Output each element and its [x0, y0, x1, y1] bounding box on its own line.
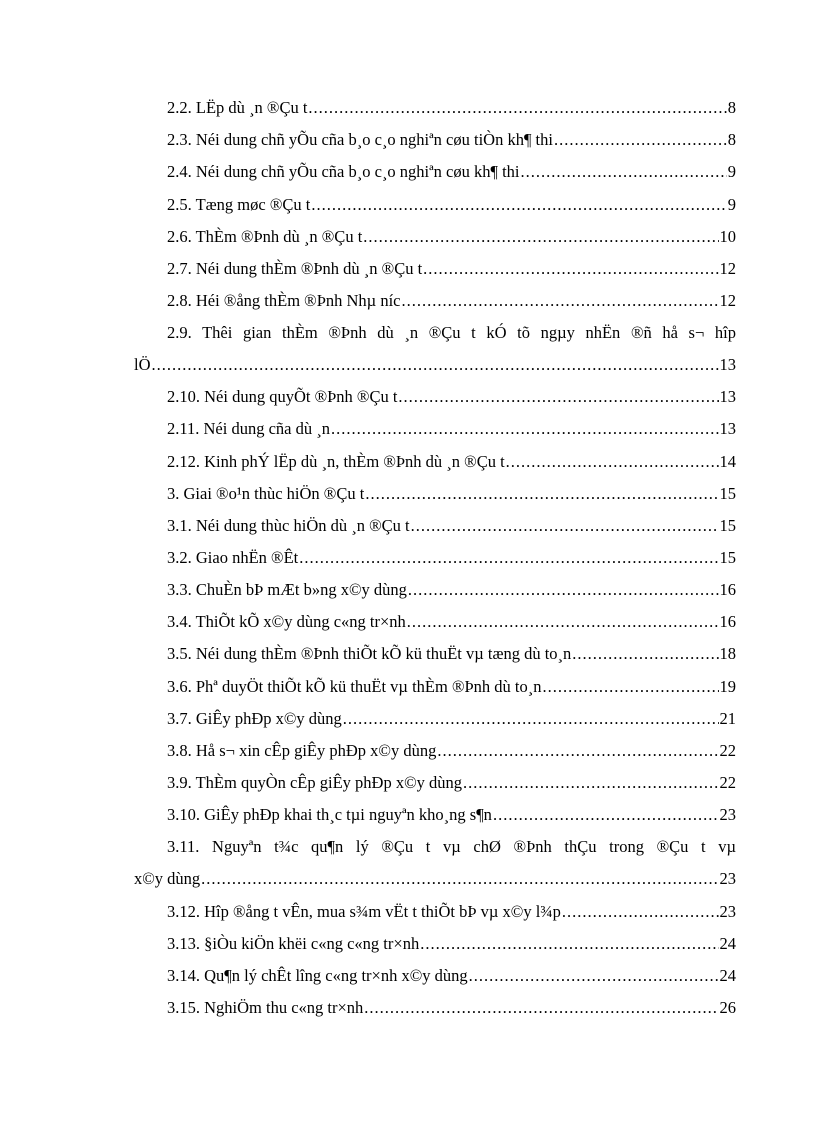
toc-leader: [572, 643, 718, 665]
toc-entry-page: 12: [719, 291, 736, 310]
toc-entry-page: 13: [719, 355, 736, 374]
toc-entry-title: 3.14. Qu¶n lý chÊt lîng c«ng tr×nh x©y dùng: [167, 966, 468, 985]
toc-entry-page: 18: [719, 644, 736, 663]
toc-entry[interactable]: [167, 194, 736, 216]
toc-entry-page: 21: [719, 709, 736, 728]
toc-entry-title: 2.9. Thêi gian thÈm ®Þnh dù ¸n ®Çu t kÓ tõ ngµy nhËn ®ñ hå s¬ hîp: [167, 323, 736, 342]
toc-entry-title: 2.10. Néi dung quyÕt ®Þnh ®Çu t: [167, 387, 398, 406]
toc-entry-title: 3.12. Hîp ®ång t vÊn, mua s¾m vËt t thiÕt bÞ vµ x©y l¾p: [167, 902, 561, 921]
toc-leader: [463, 772, 718, 794]
toc-entry[interactable]: [167, 611, 736, 633]
toc-leader: [201, 868, 718, 890]
toc-entry-page: 16: [719, 612, 736, 631]
toc-entry-page: 22: [719, 741, 736, 760]
toc-entry[interactable]: [167, 97, 736, 119]
toc-entry[interactable]: [167, 226, 736, 248]
toc-entry-page: 13: [719, 387, 736, 406]
toc-entry[interactable]: [167, 161, 736, 183]
toc-leader: [311, 194, 726, 216]
toc-entry-page: 23: [719, 805, 736, 824]
toc-entry-title: 2.7. Néi dung thÈm ®Þnh dù ¸n ®Çu t: [167, 259, 423, 278]
toc-entry-title: 3.2. Giao nhËn ®Êt: [167, 548, 299, 567]
toc-leader: [152, 354, 719, 376]
toc-entry-wrapped-line2[interactable]: [134, 868, 736, 890]
toc-entry-page: 8: [727, 130, 736, 149]
toc-entry-page: 15: [719, 516, 736, 535]
toc-entry-title-continued: x©y dùng: [134, 869, 201, 888]
toc-entry-title: 2.5. Tæng møc ®Çu t: [167, 195, 311, 214]
toc-entry-title: 3.4. ThiÕt kÕ x©y dùng c«ng tr×nh: [167, 612, 406, 631]
toc-leader: [542, 676, 718, 698]
toc-leader: [364, 997, 718, 1019]
toc-entry-title: 3.5. Néi dung thÈm ®Þnh thiÕt kÕ kü thuËt vµ tæng dù to¸n: [167, 644, 572, 663]
toc-entry-page: 15: [719, 548, 736, 567]
toc-entry-title: 2.3. Néi dung chñ yÕu cña b¸o c¸o nghiªn cøu tiÒn kh¶ thi: [167, 130, 553, 149]
toc-entry-page: 9: [727, 162, 736, 181]
toc-entry-wrapped-line1[interactable]: [167, 322, 736, 344]
toc-entry[interactable]: [167, 483, 736, 505]
toc-leader: [343, 708, 719, 730]
toc-entry-title: 3.15. NghiÖm thu c«ng tr×nh: [167, 998, 364, 1017]
toc-leader: [407, 611, 719, 633]
toc-entry-wrapped-line1[interactable]: [167, 836, 736, 858]
toc-entry[interactable]: [167, 676, 736, 698]
toc-leader: [423, 258, 718, 280]
toc-entry-title: 3.8. Hå s¬ xin cÊp giÊy phÐp x©y dùng: [167, 741, 437, 760]
toc-entry-page: 14: [719, 452, 736, 471]
toc-entry-title: 3.7. GiÊy phÐp x©y dùng: [167, 709, 342, 728]
toc-leader: [363, 226, 718, 248]
toc-entry-page: 15: [719, 484, 736, 503]
toc-entry[interactable]: [167, 418, 736, 440]
toc-leader: [437, 740, 718, 762]
toc-leader: [420, 933, 718, 955]
toc-entry-page: 9: [727, 195, 736, 214]
toc-entry[interactable]: [167, 901, 736, 923]
toc-entry[interactable]: [167, 451, 736, 473]
toc-entry[interactable]: [167, 579, 736, 601]
toc-entry[interactable]: [167, 643, 736, 665]
toc-entry[interactable]: [167, 515, 736, 537]
toc-entry-title-continued: lÖ: [134, 355, 151, 374]
toc-entry-page: 24: [719, 966, 736, 985]
toc-entry[interactable]: [167, 740, 736, 762]
toc-leader: [365, 483, 718, 505]
toc-entry-page: 10: [719, 227, 736, 246]
toc-entry-page: 19: [719, 677, 736, 696]
toc-entry-page: 12: [719, 259, 736, 278]
toc-entry-page: 23: [719, 902, 736, 921]
toc-entry[interactable]: [167, 258, 736, 280]
toc-entry[interactable]: [167, 997, 736, 1019]
toc-entry-title: 3.3. ChuÈn bÞ mÆt b»ng x©y dùng: [167, 580, 407, 599]
toc-entry-page: 13: [719, 419, 736, 438]
toc-entry-title: 3.6. Phª duyÖt thiÕt kÕ kü thuËt vµ thÈm ®Þnh dù to¸n: [167, 677, 542, 696]
toc-leader: [562, 901, 719, 923]
toc-entry-page: 24: [719, 934, 736, 953]
toc-entry[interactable]: [167, 547, 736, 569]
toc-entry-title: 3.10. GiÊy phÐp khai th¸c tµi nguyªn kho¸ng s¶n: [167, 805, 492, 824]
toc-entry-title: 2.8. Héi ®ång thÈm ®Þnh Nhµ níc: [167, 291, 401, 310]
toc-entry-title: 3.13. §iÒu kiÖn khëi c«ng c«ng tr×nh: [167, 934, 420, 953]
toc-entry-page: 16: [719, 580, 736, 599]
toc-entry-title: 3.1. Néi dung thùc hiÖn dù ¸n ®Çu t: [167, 516, 410, 535]
toc-leader: [554, 129, 727, 151]
toc-entry[interactable]: [167, 772, 736, 794]
toc-leader: [521, 161, 727, 183]
toc-entry-page: 26: [719, 998, 736, 1017]
toc-entry[interactable]: [167, 933, 736, 955]
toc-entry-title: 3. Giai ®o¹n thùc hiÖn ®Çu t: [167, 484, 365, 503]
toc-leader: [401, 290, 718, 312]
toc-entry-title: 3.9. ThÈm quyÒn cÊp giÊy phÐp x©y dùng: [167, 773, 463, 792]
toc-leader: [331, 418, 719, 440]
toc-leader: [411, 515, 719, 537]
toc-leader: [308, 97, 726, 119]
toc-entry-title: 2.6. ThÈm ®Þnh dù ¸n ®Çu t: [167, 227, 363, 246]
toc-entry-wrapped-line2[interactable]: [134, 354, 736, 376]
toc-leader: [493, 804, 719, 826]
toc-entry-title: 2.12. Kinh phÝ lËp dù ¸n, thÈm ®Þnh dù ¸n ®Çu t: [167, 452, 505, 471]
toc-entry[interactable]: [167, 129, 736, 151]
toc-entry[interactable]: [167, 290, 736, 312]
toc-entry-title: 3.11. Nguyªn t¾c qu¶n lý ®Çu t vµ chØ ®Þnh thÇu trong ®Çu t vµ: [167, 837, 736, 856]
toc-leader: [398, 386, 718, 408]
toc-entry[interactable]: [167, 386, 736, 408]
toc-entry-title: 2.2. LËp dù ¸n ®Çu t: [167, 98, 308, 117]
toc-entry-title: 2.11. Néi dung cña dù ¸n: [167, 419, 330, 438]
toc-entry[interactable]: [167, 965, 736, 987]
toc-entry-page: 22: [719, 773, 736, 792]
toc-leader: [299, 547, 718, 569]
toc-entry-title: 2.4. Néi dung chñ yÕu cña b¸o c¸o nghiªn cøu kh¶ thi: [167, 162, 520, 181]
toc-entry[interactable]: [167, 804, 736, 826]
toc-entry-page: 23: [719, 869, 736, 888]
toc-leader: [469, 965, 719, 987]
toc-entry-page: 8: [727, 98, 736, 117]
toc-leader: [506, 451, 719, 473]
toc-leader: [408, 579, 719, 601]
toc-entry[interactable]: [167, 708, 736, 730]
